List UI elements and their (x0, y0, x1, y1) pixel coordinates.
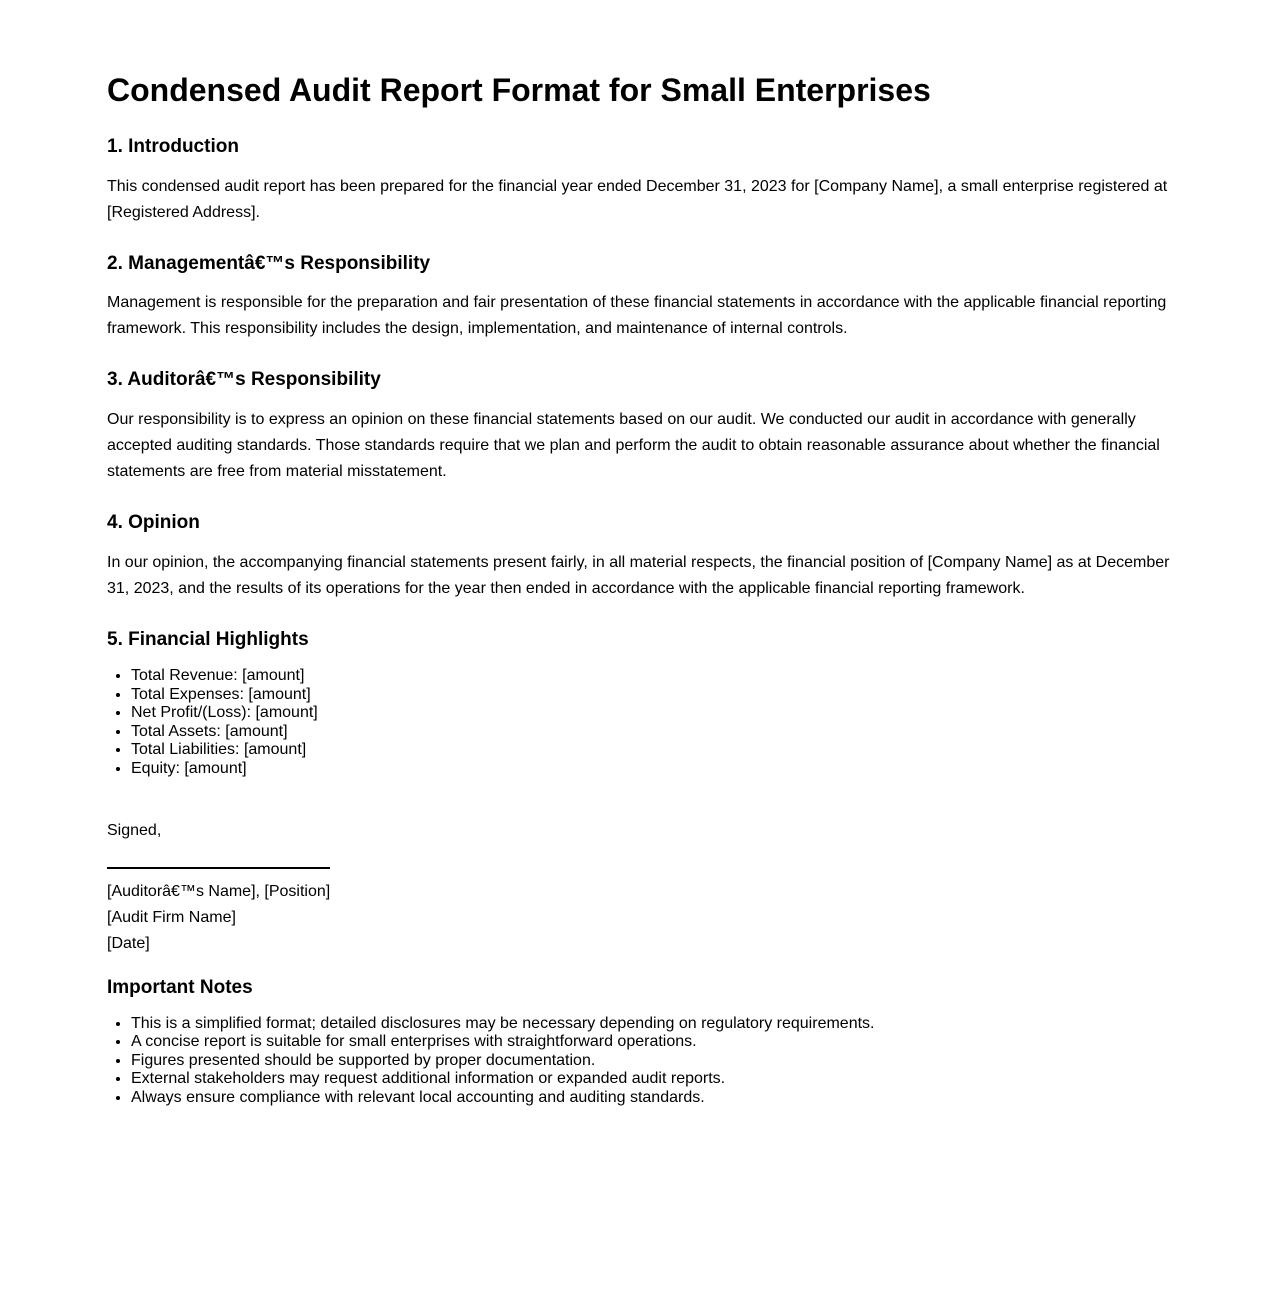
signature-line (107, 867, 330, 869)
page-title: Condensed Audit Report Format for Small Enterprises (107, 72, 931, 108)
section-paragraph: Our responsibility is to express an opinion on these financial statements based on our audit. We conducted our audit in accordance with generally accepted auditing standards. Those standards require that we plan and perform the audit to obtain reasonable assurance about whether the financial statements are free from material misstatement. (107, 411, 1160, 481)
signature-section (107, 818, 1171, 957)
note-item: • External stakeholders may request additional information or expanded audit reports. (131, 1070, 1171, 1089)
signature-date: [Date] (107, 935, 150, 953)
section-heading-opinion: 4. Opinion (107, 512, 200, 534)
financial-highlights-list (107, 667, 1171, 778)
list-item-total-expenses: • Total Expenses: [amount] (131, 686, 1171, 705)
note-item: • Figures presented should be supported by proper documentation. (131, 1052, 1171, 1071)
section-introduction (107, 136, 1171, 226)
section-financial-highlights (107, 629, 1171, 778)
note-item: • This is a simplified format; detailed disclosures may be necessary depending on regulatory requirements. (131, 1015, 1171, 1034)
section-heading-management-responsibility: 2. Managementâ€™s Responsibility (107, 252, 431, 274)
section-management-responsibility (107, 253, 1171, 343)
document-page (107, 0, 1171, 1107)
section-paragraph: This condensed audit report has been prepared for the financial year ended December 31, 2023 for [Company Name], a small enterprise registered at [Registered Address]. (107, 177, 1168, 221)
section-paragraph: In our opinion, the accompanying financial statements present fairly, in all material respects, the financial position of [Company Name] as at December 31, 2023, and the results of its operations for the year then ended in accordance with the applicable financial reporting framework. (107, 554, 1170, 598)
section-heading-financial-highlights: 5. Financial Highlights (107, 629, 309, 651)
note-item: • Always ensure compliance with relevant local accounting and auditing standards. (131, 1089, 1171, 1108)
list-item-equity: • Equity: [amount] (131, 760, 1171, 779)
list-item-total-assets: • Total Assets: [amount] (131, 723, 1171, 742)
list-item-net-profit-loss: • Net Profit/(Loss): [amount] (131, 704, 1171, 723)
signed-label: Signed, (107, 822, 162, 840)
important-notes-list (107, 1015, 1171, 1108)
section-heading-introduction: 1. Introduction (107, 135, 239, 157)
list-item-total-revenue: • Total Revenue: [amount] (131, 667, 1171, 686)
section-paragraph: Management is responsible for the preparation and fair presentation of these financial statements in accordance with the applicable financial reporting framework. This responsibility includes the design, implementation, and maintenance of internal controls. (107, 294, 1167, 338)
signature-block (107, 879, 1171, 957)
section-heading-auditor-responsibility: 3. Auditorâ€™s Responsibility (107, 369, 381, 391)
important-notes-section (107, 977, 1171, 1107)
section-opinion (107, 512, 1171, 602)
important-notes-heading: Important Notes (107, 977, 253, 999)
note-item: • A concise report is suitable for small enterprises with straightforward operations. (131, 1033, 1171, 1052)
section-auditor-responsibility (107, 369, 1171, 485)
signature-audit-firm-name: [Audit Firm Name] (107, 909, 236, 927)
list-item-total-liabilities: • Total Liabilities: [amount] (131, 741, 1171, 760)
signature-auditor-name-position: [Auditorâ€™s Name], [Position] (107, 883, 331, 901)
